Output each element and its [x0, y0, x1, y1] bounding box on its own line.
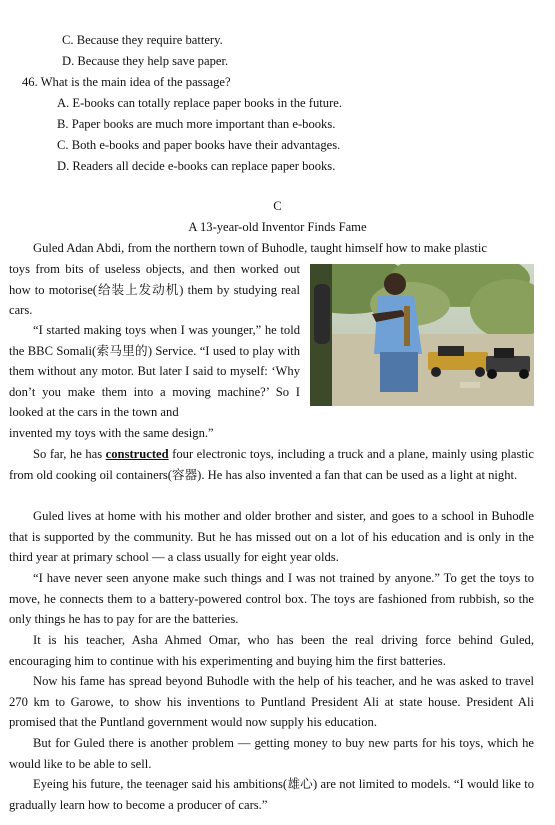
option-46-a: A. E-books can totally replace paper books in the future.: [57, 96, 343, 110]
paragraph-1-rest: toys from bits of useless objects, and then worked out how to motorise(给装上发动机) them by studying real cars.: [9, 262, 300, 318]
paragraph-5: “I have never seen anyone make such things and I was not trained by anyone.” To get the toys to move, he connects them to a battery-powered control box. The toys are fashioned from rubbish, so the only things he has to pay for are the batteries.: [9, 571, 534, 627]
option-46-d: D. Readers all decide e-books can replace paper books.: [57, 159, 336, 173]
paragraph-6: It is his teacher, Asha Ahmed Omar, who has been the real driving force behind Guled, encouraging him to continue with his experimenting and buying him the first batteries.: [9, 633, 534, 668]
photo-boy-with-toy-cars-icon: [310, 264, 534, 406]
paragraph-2-tail: invented my toys with the same design.”: [9, 426, 214, 440]
paragraph-4: Guled lives at home with his mother and older brother and sister, and goes to a school in Buhodle that is supported by the community. But he has missed out on a lot of his education and is only in the third year at primary school — a class usually for eight year olds.: [9, 509, 534, 565]
option-46-c: C. Both e-books and paper books have their advantages.: [57, 138, 341, 152]
paragraph-1-first-line: Guled Adan Abdi, from the northern town of Buhodle, taught himself how to make plastic: [33, 241, 487, 255]
paragraph-3-after: four electronic toys, including a truck and a plane, mainly using plastic from old cooking oil containers(容器). He has also invented a fan that can be used as a light at night.: [9, 447, 534, 482]
paragraph-3: [9, 444, 534, 485]
paragraph-8: But for Guled there is another problem — getting money to buy new parts for his toys, which he would like to be able to sell.: [9, 736, 534, 771]
paragraph-2-wrapped: “I started making toys when I was younger,” he told the BBC Somali(索马里的) Service. “I used to play with them without any motor. But later I said to myself: ‘Why don’t you make them into a moving machine?’ So I looked at the cars in the town and: [9, 323, 300, 420]
keyword-constructed: constructed: [105, 447, 169, 461]
paragraph-3-before: So far, he has: [33, 447, 106, 461]
inventor-photo: [310, 264, 534, 406]
passage-title: A 13-year-old Inventor Finds Fame: [188, 220, 367, 234]
option-45-c: C. Because they require battery.: [62, 33, 223, 47]
option-45-d: D. Because they help save paper.: [62, 54, 229, 68]
option-46-b: B. Paper books are much more important than e-books.: [57, 117, 336, 131]
paragraph-7: Now his fame has spread beyond Buhodle with the help of his teacher, and he was asked to travel 270 km to Garowe, to show his inventions to Puntland President Ali at state house. President Ali promised that the Puntland government would now supply his education.: [9, 674, 534, 730]
question-46-stem: 46. What is the main idea of the passage?: [22, 75, 231, 89]
section-letter: C: [273, 199, 282, 213]
paragraph-9: Eyeing his future, the teenager said his ambitions(雄心) are not limited to models. “I would like to gradually learn how to become a producer of cars.”: [9, 777, 534, 812]
